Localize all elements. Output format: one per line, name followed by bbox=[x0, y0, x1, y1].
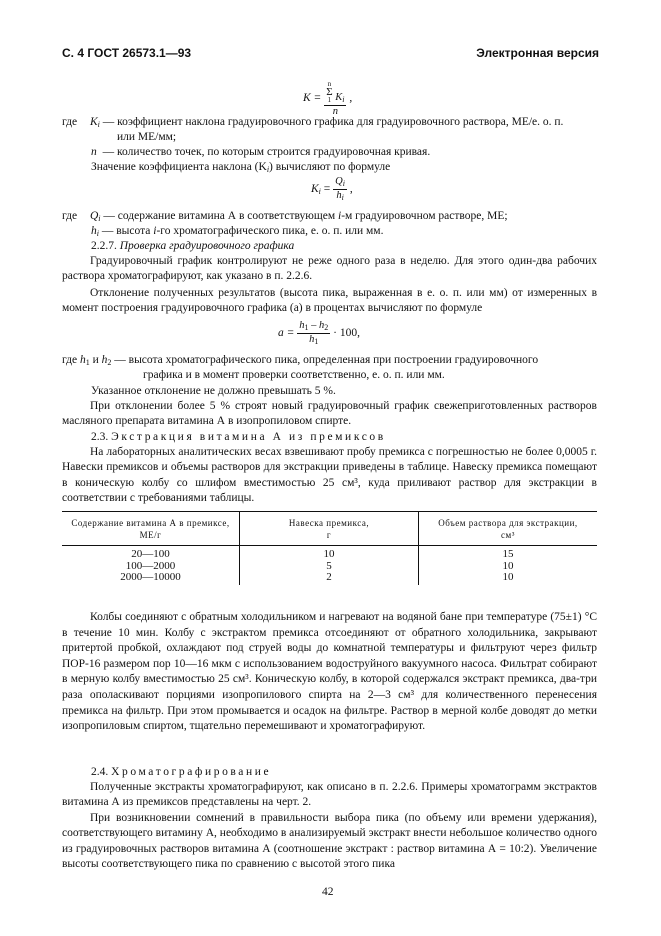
table-header-content-line2: МЕ/г bbox=[139, 530, 162, 540]
def2-symbol2: h bbox=[91, 225, 97, 237]
def1-line3 bbox=[91, 145, 430, 160]
formula2-num-sub: i bbox=[342, 179, 345, 188]
table-cell: 20—100 bbox=[131, 548, 170, 560]
formula1-sum-bottom: 1 bbox=[327, 96, 332, 104]
sec-24-title: Хроматографирование bbox=[111, 766, 272, 778]
def1-dash: — bbox=[102, 116, 115, 128]
table-header-content bbox=[62, 517, 239, 541]
def2-symbol: Q bbox=[89, 210, 99, 222]
sec-23-title: Экстракция витамина А из премиксов bbox=[111, 431, 386, 443]
page-number: 42 bbox=[322, 886, 334, 898]
formula3-num-b: h bbox=[319, 320, 325, 331]
formula2-lhs-sub: i bbox=[318, 187, 321, 197]
table-header-sample-line2: г bbox=[326, 530, 332, 540]
def3-line2: графика и в момент проверки соответственно, е. о. п. или мм. bbox=[143, 369, 445, 381]
def1-symbol2: n bbox=[91, 146, 97, 158]
section-24-heading bbox=[91, 765, 271, 780]
table-header-volume-line1: Объем раствора для экстракции, bbox=[438, 518, 578, 528]
def3-h2-sub: 2 bbox=[107, 358, 112, 367]
p-24-doubts: При возникновении сомнений в правильности выбора пика (по объему или времени удержания), соответствующего витамину А, необходимо в анализируемый экстракт внести небольшое количество одного из градуировочных растворов витамина А (соотношение экстракт : раствор витамина А = 10:2). Увеличение высоты соответствующего пика по сравнению с высотой этого пика bbox=[62, 812, 597, 871]
formula3-den: h bbox=[309, 334, 315, 345]
formula1-sigma bbox=[326, 80, 332, 104]
formula1-tail: , bbox=[349, 92, 353, 104]
p-23-weighing: На лабораторных аналитических весах взвешивают пробу премикса с погрешностью не более 0,0005 г. Навески премиксов и объемы растворов для экстракции приведены в таблице. Навеску премикса помещают в коническую колбу со шлифом вместимостью 25 см³, куда приливают раствор для экстракции в соответствии с требованиями таблицы. bbox=[62, 446, 597, 505]
table-col-content bbox=[62, 549, 239, 584]
p-kcoef-tail: ) вычисляют по формуле bbox=[269, 161, 391, 173]
p-kcoef-text: Значение коэффициента наклона (K bbox=[91, 161, 267, 173]
formula2-den-sub: i bbox=[341, 193, 344, 202]
def3-h2: h bbox=[101, 354, 108, 366]
p-deviation-new-graph: При отклонении более 5 % строят новый градуировочный график свежеприготовленных растворов масляного препарата витамина А в изопропиловом спирте. bbox=[62, 400, 597, 428]
formula1-den: n bbox=[332, 106, 338, 117]
table-cell: 5 bbox=[326, 559, 332, 572]
formula2-eq: = bbox=[323, 183, 331, 195]
def2-dash: — bbox=[103, 210, 115, 222]
def3-h1: h bbox=[79, 354, 86, 366]
table-cell: 10 bbox=[323, 548, 335, 560]
def1-where: где bbox=[62, 116, 78, 128]
def1-symbol-sub: i bbox=[97, 120, 100, 129]
def3-and: и bbox=[92, 354, 99, 366]
def3-where: где bbox=[62, 354, 78, 366]
def3-dash: — bbox=[114, 354, 126, 366]
formula1-sum-top: n bbox=[327, 80, 332, 88]
formula1-num: K bbox=[335, 92, 343, 103]
p-deviation-limit: Указанное отклонение не должно превышать 5 %. bbox=[91, 385, 336, 397]
def1-text1: коэффициент наклона градуировочного графика для градуировочного раствора, МЕ/е. о. п. bbox=[117, 116, 564, 128]
formula3-num-a: h bbox=[299, 320, 305, 331]
table-header-volume bbox=[419, 517, 597, 541]
def2-text1: содержание витамина А в соответствующем bbox=[117, 210, 336, 222]
def2-text1b: -м градуировочном растворе, МЕ; bbox=[341, 210, 508, 222]
table-top-rule bbox=[62, 511, 597, 512]
table-header-sample bbox=[240, 517, 418, 541]
table-cell: 10 bbox=[502, 571, 514, 584]
page-header-left: С. 4 ГОСТ 26573.1—93 bbox=[62, 46, 192, 60]
sec-227-title: Проверка градуировочного графика bbox=[119, 240, 295, 252]
def2-symbol-sub: i bbox=[98, 214, 101, 223]
def2-text2b: -го хроматографического пика, е. о. п. или мм. bbox=[156, 225, 384, 237]
p-227-deviation: Отклонение полученных результатов (высота пика, выраженная в е. о. п. или мм) от измеренных в момент построения градуировочного графика (а) в процентах вычисляют по формуле bbox=[62, 287, 597, 315]
table-cell: 2 bbox=[326, 571, 332, 584]
formula1-num-sub: i bbox=[342, 95, 345, 104]
p-227-control: Градуировочный график контролируют не реже одного раза в неделю. Для этого один-два рабочих раствора хроматографируют, как указано в п. 2.2.6. bbox=[62, 255, 597, 283]
p-kcoef-sub: i bbox=[266, 165, 270, 174]
formula1-sum-sign: Σ bbox=[326, 86, 333, 98]
formula3-minus: – bbox=[311, 320, 317, 331]
formula3-num-a-sub: 1 bbox=[304, 323, 309, 332]
def3-text1: высота хроматографического пика, определенная при построении градуировочного bbox=[128, 354, 539, 366]
table-cell: 15 bbox=[502, 548, 514, 560]
table-header-content-line1: Содержание витамина А в премиксе, bbox=[71, 518, 230, 528]
sec-23-number: 2.3. bbox=[91, 431, 109, 443]
formula2-tail: , bbox=[349, 183, 353, 195]
def3-h1-sub: 1 bbox=[85, 358, 90, 367]
formula1-fraction bbox=[324, 80, 346, 117]
table-header-volume-line2: см³ bbox=[501, 530, 515, 540]
formula-deviation bbox=[278, 320, 360, 350]
p-flask-procedure: Колбы соединяют с обратным холодильником и нагревают на водяной бане при температуре (75±1) °С в течение 10 мин. Колбу с экстрактом премикса отсоединяют от обратного холодильника, закрывают притертой пробкой, охлаждают под струей воды до комнатной температуры и фильтруют через фильтр ПОР-16 размером пор 10—16 мкм с использованием водоструйного вакуумного насоса. Фильтрат собирают в мерную колбу вместимостью 25 см³. Коническую колбу, в которой содержался экстракт премикса, два-три раза ополаскивают порциями изопропилового спирта на 2—3 см³ для количественного перенесения премикса на фильтр. При этом промывается и осадок на фильтре. Раствор в мерной колбе доводят до метки изопропиловым спиртом, тщательно перемешивают и хроматографируют. bbox=[62, 611, 597, 733]
formula2-num: Q bbox=[335, 176, 343, 187]
formula2-lhs: K bbox=[311, 183, 319, 195]
def1-dash2: — bbox=[102, 146, 115, 158]
formula3-tail: · 100, bbox=[333, 327, 360, 339]
table-header-rule bbox=[62, 545, 597, 546]
table-col-sample bbox=[240, 549, 418, 584]
p-slope-coefficient bbox=[91, 160, 390, 177]
formula2-den: h bbox=[336, 190, 342, 201]
def2-ital: i bbox=[337, 210, 342, 222]
def1-symbol: K bbox=[89, 116, 98, 128]
formula3-num-b-sub: 2 bbox=[324, 323, 329, 332]
page-header-right: Электронная версия bbox=[476, 46, 599, 60]
formula3-lhs: a = bbox=[278, 327, 295, 339]
sec-24-number: 2.4. bbox=[91, 766, 109, 778]
formula-slope bbox=[311, 176, 353, 206]
section-227-heading bbox=[91, 239, 294, 254]
p-24-chromatography: Полученные экстракты хроматографируют, как описано в п. 2.2.6. Примеры хроматограмм экстрактов витамина А из премиксов представлены на черт. 2. bbox=[62, 781, 597, 809]
def1-line2: или МЕ/мм; bbox=[117, 131, 177, 143]
table-col-volume bbox=[419, 549, 597, 584]
formula1-lhs: K = bbox=[303, 92, 322, 104]
formula3-den-sub: 1 bbox=[314, 337, 319, 346]
section-23-heading bbox=[91, 430, 386, 445]
def1-text3: количество точек, по которым строится градуировочная кривая. bbox=[117, 146, 431, 158]
def2-where: где bbox=[62, 210, 78, 222]
def2-symbol2-sub: i bbox=[96, 229, 99, 238]
formula-slope-mean bbox=[303, 80, 353, 117]
def2-ital2: i bbox=[153, 225, 157, 237]
def2-dash2: — bbox=[101, 225, 114, 237]
table-cell: 2000—10000 bbox=[120, 571, 181, 584]
table-cell: 100—2000 bbox=[125, 559, 176, 572]
formula2-fraction bbox=[333, 176, 347, 203]
sec-227-number: 2.2.7. bbox=[91, 240, 117, 252]
formula3-fraction bbox=[297, 320, 330, 347]
def2-text2: высота bbox=[116, 225, 151, 237]
table-header-sample-line1: Навеска премикса, bbox=[288, 518, 370, 528]
table-cell: 10 bbox=[502, 559, 514, 572]
